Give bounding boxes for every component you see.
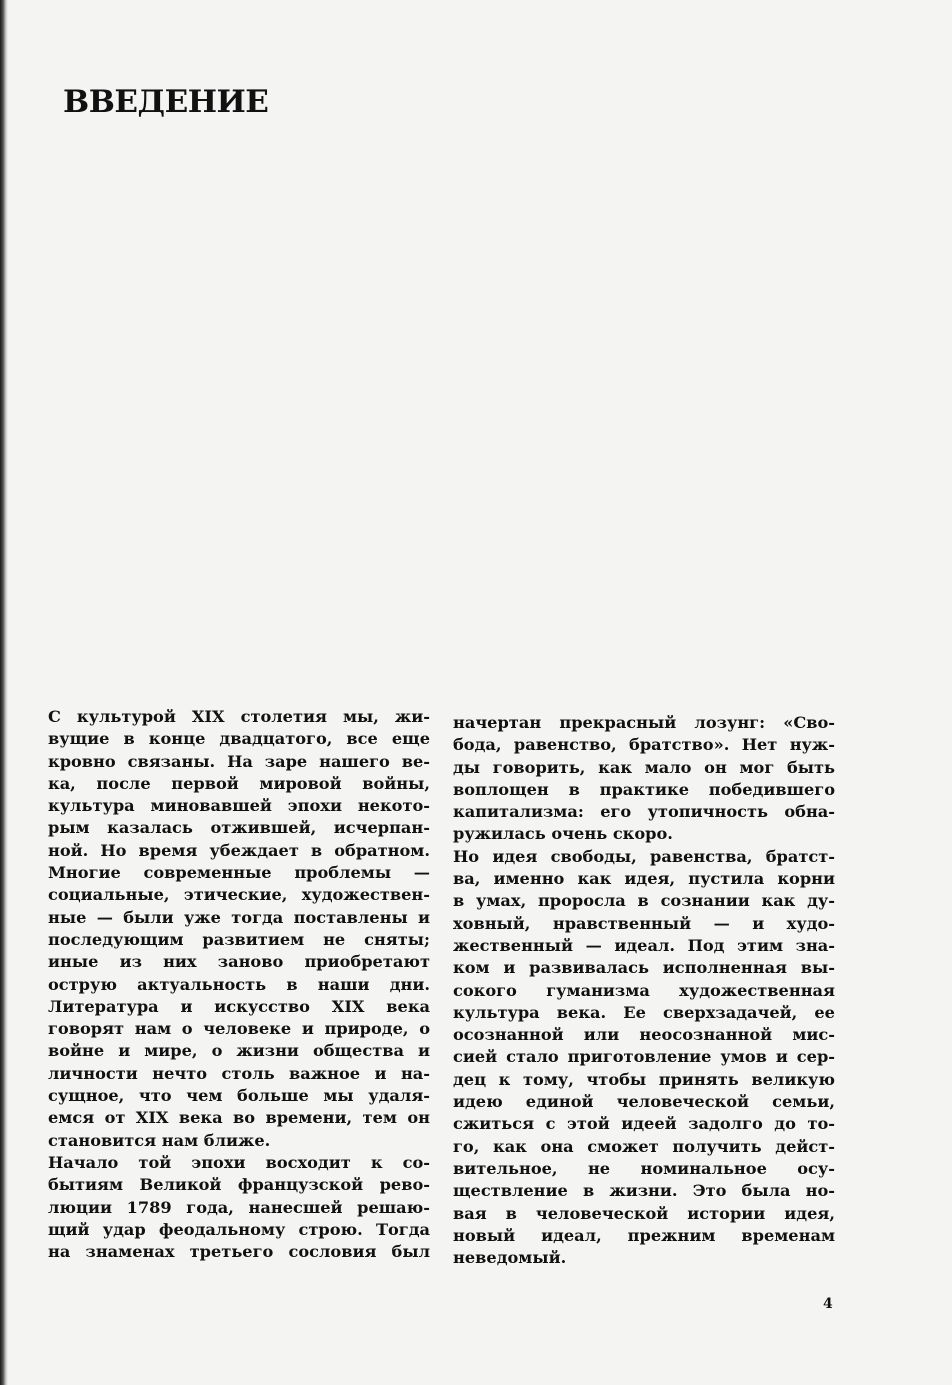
- text-line: сжиться с этой идеей задолго до то-: [453, 1114, 835, 1134]
- text-line: воплощен в практике победившего: [453, 779, 835, 799]
- text-line: С культурой XIX столетия мы, жи-: [48, 707, 430, 726]
- page-number: 4: [823, 1296, 833, 1312]
- text-line: бода, равенство, братство». Нет нуж-: [453, 735, 835, 755]
- text-line: культура миновавшей эпохи некото-: [48, 796, 430, 816]
- text-column-left: [48, 706, 430, 1263]
- text-line: острую актуальность в наши дни.: [48, 974, 430, 994]
- text-line: ружилась очень скоро.: [453, 824, 673, 844]
- text-line: Литература и искусство XIX века: [48, 996, 430, 1016]
- text-line: ные — были уже тогда поставлены и: [48, 907, 430, 927]
- text-line: ва, именно как идея, пустила корни: [453, 869, 835, 889]
- text-line: емся от XIX века во времени, тем он: [48, 1108, 430, 1128]
- text-line: идею единой человеческой семьи,: [453, 1092, 835, 1112]
- text-line: ществление в жизни. Это была но-: [453, 1181, 835, 1201]
- text-line: личности нечто столь важное и на-: [48, 1063, 430, 1083]
- text-line: го, как она сможет получить дейст-: [453, 1136, 835, 1156]
- text-line: новый идеал, прежним временам: [453, 1225, 835, 1245]
- text-line: сокого гуманизма художественная: [453, 980, 835, 1000]
- page-title: ВВЕДЕНИЕ: [63, 84, 269, 120]
- text-line: Многие современные проблемы —: [48, 863, 430, 883]
- text-line: войне и мире, о жизни общества и: [48, 1041, 430, 1061]
- text-line: становится нам ближе.: [48, 1130, 271, 1150]
- text-line: сией стало приготовление умов и сер-: [453, 1047, 835, 1067]
- text-line: дец к тому, чтобы принять великую: [453, 1069, 835, 1089]
- text-line: начертан прекрасный лозунг: «Сво-: [453, 713, 835, 732]
- text-line: в умах, проросла в сознании как ду-: [453, 891, 835, 911]
- text-line: ды говорить, как мало он мог быть: [453, 757, 835, 777]
- text-line: вая в человеческой истории идея,: [453, 1203, 835, 1223]
- text-line: сущное, что чем больше мы удаля-: [48, 1086, 430, 1106]
- text-line: кровно связаны. На заре нашего ве-: [48, 751, 430, 771]
- text-line: ка, после первой мировой войны,: [48, 773, 430, 793]
- text-line: иные из них заново приобретают: [48, 952, 430, 972]
- text-line: бытиям Великой французской рево-: [48, 1175, 430, 1195]
- text-line: рым казалась отжившей, исчерпан-: [48, 818, 430, 838]
- text-line: жественный — идеал. Под этим зна-: [453, 935, 835, 955]
- text-line: осознанной или неосознанной мис-: [453, 1025, 835, 1045]
- text-line: на знаменах третьего сословия был: [48, 1242, 430, 1262]
- text-line: капитализма: его утопичность обна-: [453, 802, 835, 822]
- text-line: люции 1789 года, нанесшей решаю-: [48, 1197, 430, 1217]
- text-line: социальные, этические, художествен-: [48, 885, 430, 905]
- text-line: щий удар феодальному строю. Тогда: [48, 1219, 430, 1239]
- text-line: ховный, нравственный — и худо-: [453, 913, 835, 933]
- text-line: ной. Но время убеждает в обратном.: [48, 840, 430, 860]
- page-binding-edge: [0, 0, 8, 1385]
- text-line: вущие в конце двадцатого, все еще: [48, 729, 430, 749]
- text-column-right: [453, 712, 835, 1269]
- text-line: культура века. Ее сверхзадачей, ее: [453, 1002, 835, 1022]
- text-line: Начало той эпохи восходит к со-: [48, 1152, 430, 1172]
- text-line: говорят нам о человеке и природе, о: [48, 1019, 430, 1039]
- text-line: последующим развитием не сняты;: [48, 929, 430, 949]
- text-line: вительное, не номинальное осу-: [453, 1158, 835, 1178]
- text-line: ком и развивалась исполненная вы-: [453, 958, 835, 978]
- text-line: Но идея свободы, равенства, братст-: [453, 846, 835, 866]
- text-line: неведомый.: [453, 1248, 567, 1268]
